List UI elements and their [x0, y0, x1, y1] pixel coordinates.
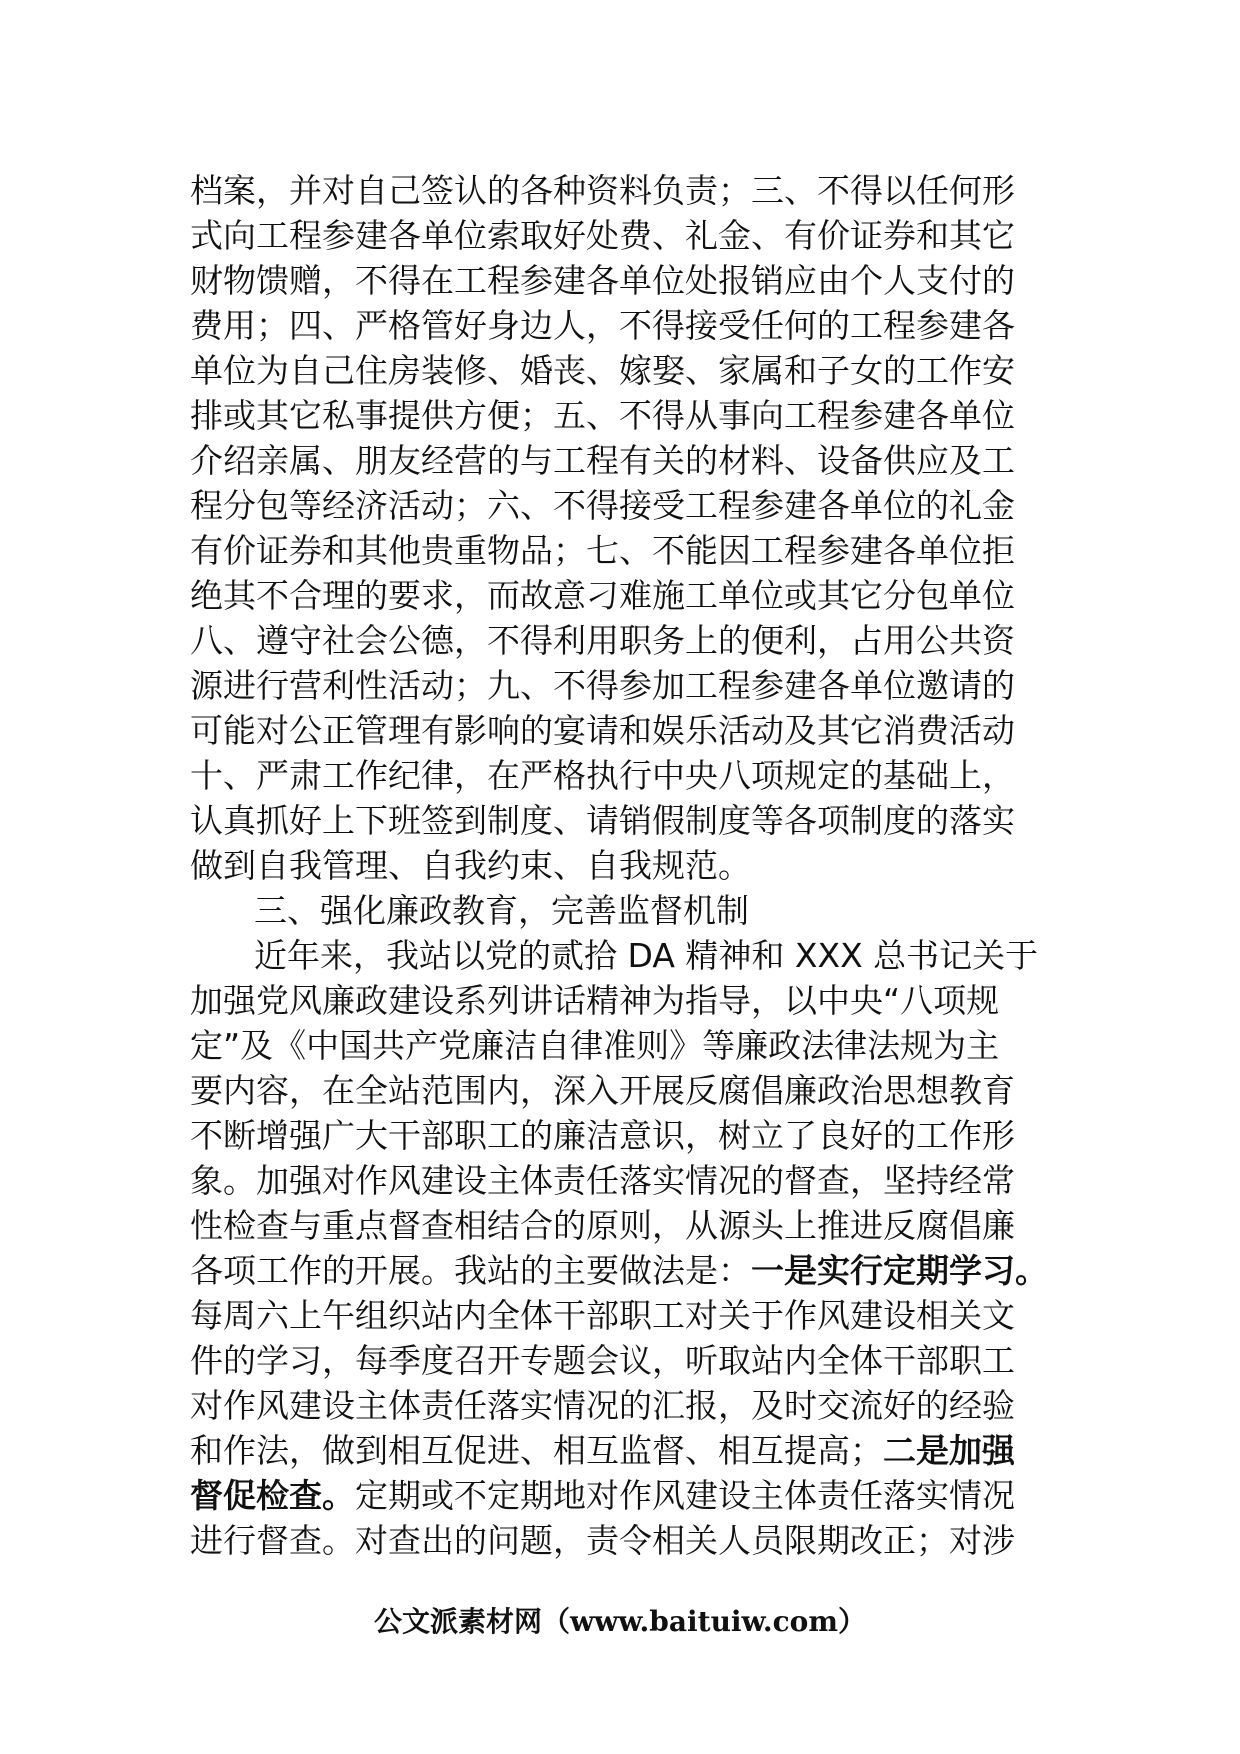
text-line: 定”及《中国共产党廉洁自律准则》等廉政法律法规为主	[190, 1026, 1000, 1065]
text-segment: 和作法，做到相互促进、相互监督、相互提高；	[190, 1431, 883, 1470]
text-segment: 各项工作的开展。我站的主要做法是：	[190, 1251, 751, 1290]
text-line: 介绍亲属、朋友经营的与工程有关的材料、设备供应及工	[190, 441, 1015, 480]
text-line: 象。加强对作风建设主体责任落实情况的督查，坚持经常	[190, 1161, 1015, 1200]
text-line: 费用；四、严格管好身边人，不得接受任何的工程参建各	[190, 306, 1015, 345]
text-line: 可能对公正管理有影响的宴请和娱乐活动及其它消费活动	[190, 711, 1015, 750]
text-line: 八、遵守社会公德，不得利用职务上的便利，占用公共资	[190, 621, 1015, 660]
bold-emphasis: 二是加强	[883, 1431, 1015, 1470]
text-line: 绝其不合理的要求，而故意刁难施工单位或其它分包单位	[190, 576, 1015, 615]
text-line: 进行督查。对查出的问题，责令相关人员限期改正；对涉	[190, 1521, 1015, 1560]
text-line	[190, 1473, 1060, 1518]
section-heading: 三、强化廉政教育，完善监督机制	[254, 891, 749, 930]
text-line: 对作风建设主体责任落实情况的汇报，及时交流好的经验	[190, 1386, 1015, 1425]
bold-emphasis: 督促检查。	[190, 1476, 355, 1515]
text-line: 要内容，在全站范围内，深入开展反腐倡廉政治思想教育	[190, 1071, 1015, 1110]
text-line: 单位为自己住房装修、婚丧、嫁娶、家属和子女的工作安	[190, 351, 1015, 390]
text-line: 每周六上午组织站内全体干部职工对关于作风建设相关文	[190, 1296, 1015, 1335]
text-line: 源进行营利性活动；九、不得参加工程参建各单位邀请的	[190, 666, 1015, 705]
bold-emphasis: 一是实行定期学习。	[751, 1251, 1048, 1290]
text-line	[190, 1428, 1060, 1473]
text-line: 档案，并对自己签认的各种资料负责；三、不得以任何形	[190, 171, 1015, 210]
page-footer: 公文派素材网（www.baituiw.com）	[374, 1605, 866, 1638]
text-line: 有价证券和其他贵重物品；七、不能因工程参建各单位拒	[190, 531, 1015, 570]
text-line: 不断增强广大干部职工的廉洁意识，树立了良好的工作形	[190, 1116, 1015, 1155]
text-line: 做到自我管理、自我约束、自我规范。	[190, 846, 751, 885]
text-line	[190, 1248, 1060, 1293]
text-line: 近年来，我站以党的贰拾 DA 精神和 XXX 总书记关于	[254, 936, 1039, 975]
text-line: 程分包等经济活动；六、不得接受工程参建各单位的礼金	[190, 486, 1015, 525]
text-line: 十、严肃工作纪律，在严格执行中央八项规定的基础上，	[190, 756, 1015, 795]
text-line: 认真抓好上下班签到制度、请销假制度等各项制度的落实	[190, 801, 1015, 840]
text-line: 排或其它私事提供方便；五、不得从事向工程参建各单位	[190, 396, 1015, 435]
text-line: 式向工程参建各单位索取好处费、礼金、有价证券和其它	[190, 216, 1015, 255]
text-line: 性检查与重点督查相结合的原则，从源头上推进反腐倡廉	[190, 1206, 1015, 1245]
text-segment: 定期或不定期地对作风建设主体责任落实情况	[355, 1476, 1015, 1515]
text-line: 财物馈赠，不得在工程参建各单位处报销应由个人支付的	[190, 261, 1015, 300]
text-line: 件的学习，每季度召开专题会议，听取站内全体干部职工	[190, 1341, 1015, 1380]
body-text	[190, 168, 1060, 1563]
text-line: 加强党风廉政建设系列讲话精神为指导，以中央“八项规	[190, 981, 1000, 1020]
